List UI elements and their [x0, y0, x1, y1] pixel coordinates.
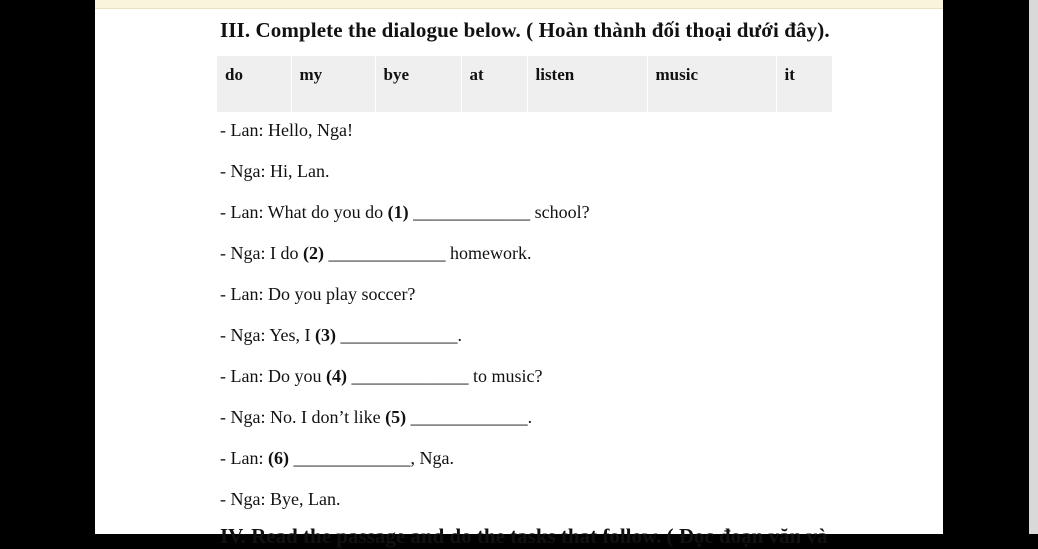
dialogue-text: - Lan: Do you play soccer?: [220, 284, 416, 304]
blank-number: (3): [315, 325, 337, 345]
dialogue-text: - Nga: No. I don’t like: [220, 407, 386, 427]
dialogue-text: - Nga: I do: [220, 243, 303, 263]
dialogue-text: - Lan: Hello, Nga!: [220, 120, 353, 140]
word-box-cell: listen: [527, 56, 647, 112]
dialogue-text: - Nga: Hi, Lan.: [220, 161, 330, 181]
answer-blank: _____________: [328, 243, 446, 263]
blank-number: (2): [302, 243, 324, 263]
page-top-strip: [95, 0, 943, 9]
dialogue-text: , Nga.: [410, 448, 454, 468]
dialogue-text: - Lan:: [220, 448, 268, 468]
dialogue-line-9: [220, 448, 454, 469]
dialogue-line-4: [220, 243, 531, 264]
answer-blank: _____________: [351, 366, 469, 386]
dialogue-text: - Lan: What do you do: [220, 202, 388, 222]
answer-blank: _____________: [340, 325, 458, 345]
dialogue-line-5: [220, 284, 415, 305]
answer-blank: _____________: [293, 448, 411, 468]
dialogue-text: .: [457, 325, 463, 345]
answer-blank: _____________: [410, 407, 528, 427]
word-box-cell: at: [461, 56, 527, 112]
exercise-heading: III. Complete the dialogue below. ( Hoàn thành đối thoại dưới đây).: [220, 18, 830, 42]
word-box-row: [217, 56, 832, 112]
word-box-cell: do: [217, 56, 291, 112]
word-box-table: [217, 56, 832, 112]
word-box-cell: music: [647, 56, 776, 112]
dialogue-text: - Lan: Do you: [220, 366, 326, 386]
dialogue-text: to music?: [468, 366, 543, 386]
dialogue-line-2: [220, 161, 329, 182]
next-section-heading: IV. Read the passage and do the tasks that follow. ( Đọc đoạn văn và: [220, 524, 828, 548]
word-box-cell: bye: [375, 56, 461, 112]
word-box-cell: my: [291, 56, 375, 112]
dialogue-text: .: [527, 407, 533, 427]
blank-number: (1): [387, 202, 409, 222]
blank-number: (6): [267, 448, 289, 468]
dialogue-line-3: [220, 202, 590, 223]
dialogue-line-8: [220, 407, 532, 428]
dialogue-text: school?: [530, 202, 590, 222]
word-box-cell: it: [784, 65, 795, 84]
blank-number: (5): [385, 407, 407, 427]
page-right-border: [1029, 0, 1038, 534]
dialogue-text: - Nga: Yes, I: [220, 325, 316, 345]
dialogue-line-7: [220, 366, 542, 387]
dialogue-text: - Nga: Bye, Lan.: [220, 489, 341, 509]
dialogue-text: homework.: [445, 243, 532, 263]
blank-number: (4): [325, 366, 347, 386]
answer-blank: _____________: [413, 202, 531, 222]
dialogue-line-10: [220, 489, 340, 510]
dialogue-line-6: [220, 325, 462, 346]
dialogue-line-1: [220, 120, 353, 141]
